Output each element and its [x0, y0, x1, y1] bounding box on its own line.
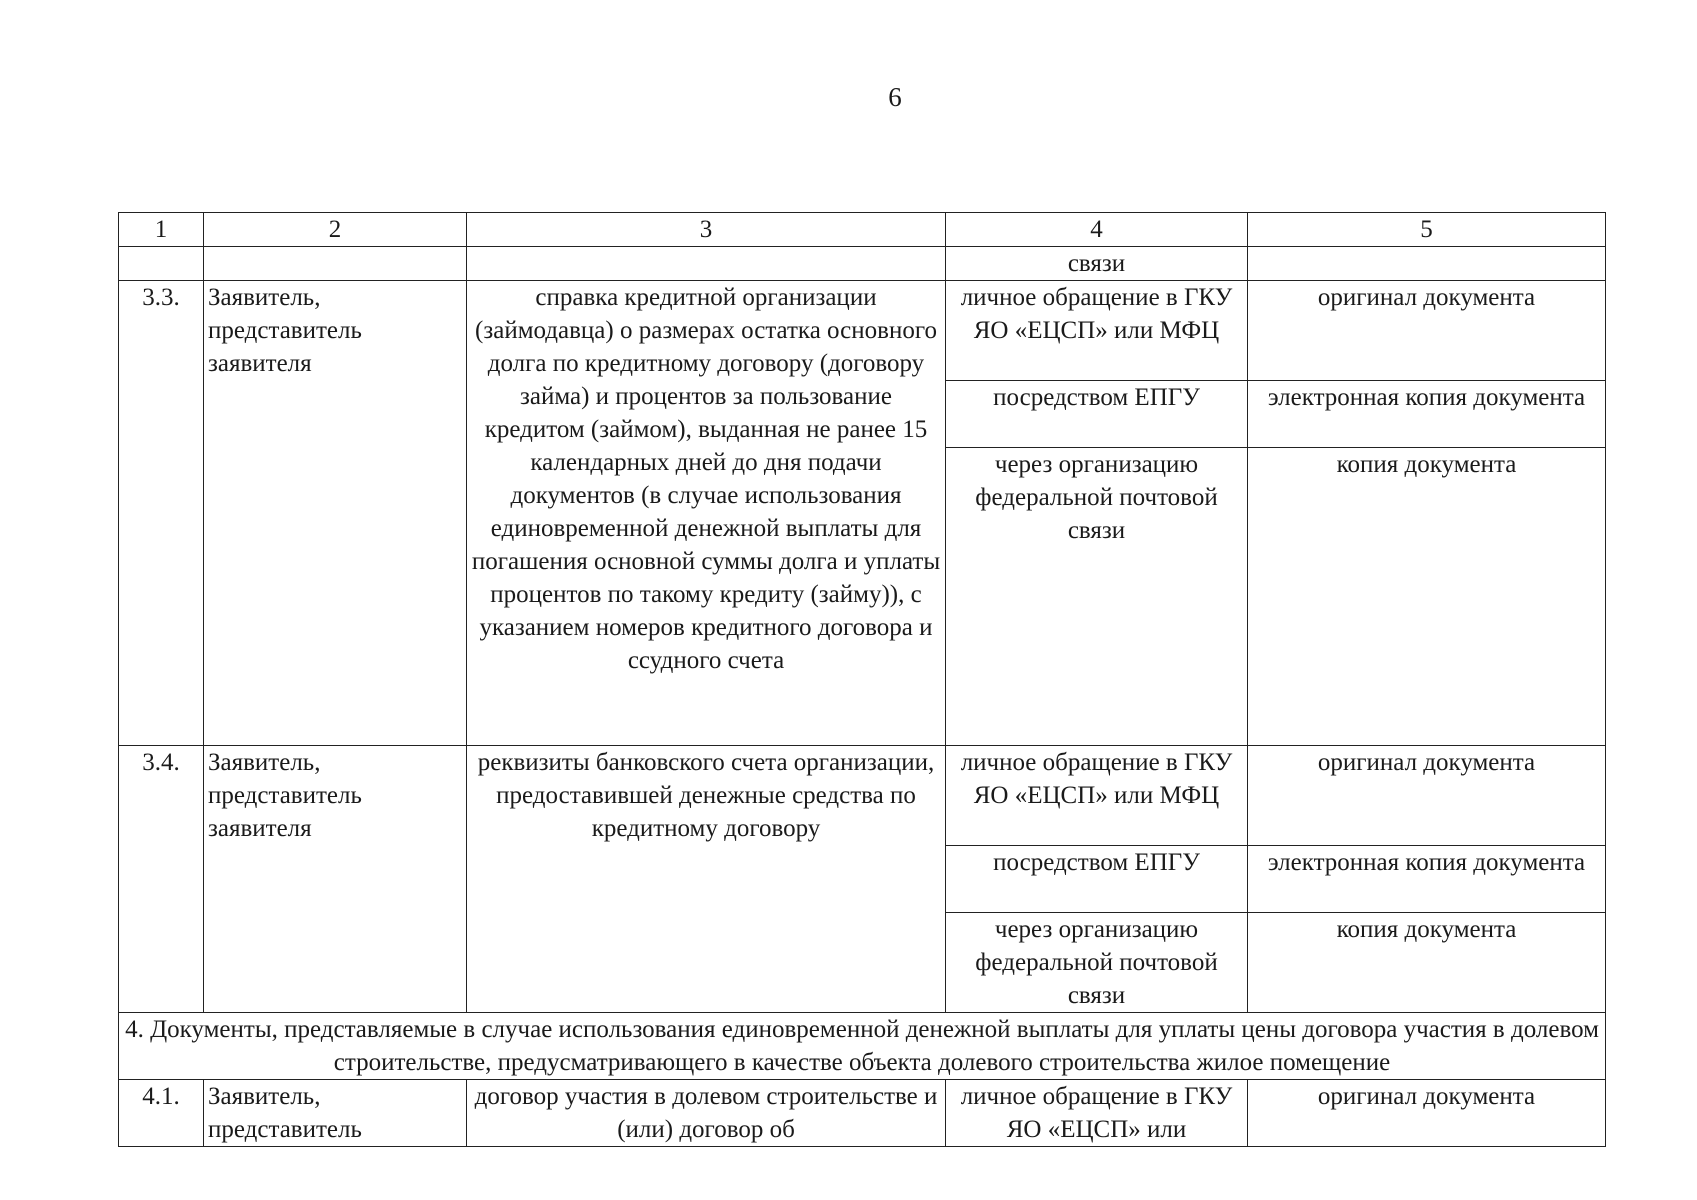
row-number: 3.4. — [119, 746, 204, 1013]
header-col-2: 2 — [204, 213, 467, 247]
header-col-3: 3 — [467, 213, 946, 247]
document-cell: договор участия в долевом строительстве и (или) договор об — [467, 1080, 946, 1147]
form-cell: копия документа — [1248, 913, 1606, 1013]
table-row — [119, 1080, 1606, 1147]
form-cell: оригинал документа — [1248, 281, 1606, 381]
header-col-4: 4 — [946, 213, 1248, 247]
form-cell: электронная копия документа — [1248, 846, 1606, 913]
table-row — [119, 281, 1606, 381]
applicant-cell: Заявитель, представитель заявителя — [204, 281, 467, 746]
method-cell: через организацию федеральной почтовой связи — [946, 913, 1248, 1013]
table-header-row — [119, 213, 1606, 247]
page-number: 6 — [888, 82, 902, 112]
form-cell: оригинал документа — [1248, 1080, 1606, 1147]
method-cell: личное обращение в ГКУ ЯО «ЕЦСП» или — [946, 1080, 1248, 1147]
section-heading: 4. Документы, представляемые в случае использования единовременной денежной выплаты для уплаты цены договора участия в долевом строительстве, предусматривающего в качестве объекта долевого строительства жилое помещение — [119, 1013, 1606, 1080]
header-col-1: 1 — [119, 213, 204, 247]
method-cell: посредством ЕПГУ — [946, 381, 1248, 448]
document-cell: реквизиты банковского счета организации, предоставившей денежные средства по кредитному договору — [467, 746, 946, 1013]
documents-table — [118, 212, 1606, 1147]
row-number: 4.1. — [119, 1080, 204, 1147]
header-col-5: 5 — [1248, 213, 1606, 247]
continuation-row — [119, 247, 1606, 281]
method-cell: личное обращение в ГКУ ЯО «ЕЦСП» или МФЦ — [946, 746, 1248, 846]
form-cell: оригинал документа — [1248, 746, 1606, 846]
document-cell: справка кредитной организации (займодавца) о размерах остатка основного долга по кредитному договору (договору займа) и процентов за пользование кредитом (займом), выданная не ранее 15 календарных дней до дня подачи документов (в случае использования единовременной денежной выплаты для погашения основной суммы долга и уплаты процентов по такому кредиту (займу)), с указанием номеров кредитного договора и ссудного счета — [467, 281, 946, 746]
method-cell: личное обращение в ГКУ ЯО «ЕЦСП» или МФЦ — [946, 281, 1248, 381]
row-number: 3.3. — [119, 281, 204, 746]
table-row — [119, 746, 1606, 846]
section-heading-row — [119, 1013, 1606, 1080]
applicant-cell: Заявитель, представитель — [204, 1080, 467, 1147]
method-cell: через организацию федеральной почтовой связи — [946, 448, 1248, 746]
method-cell: посредством ЕПГУ — [946, 846, 1248, 913]
form-cell: электронная копия документа — [1248, 381, 1606, 448]
form-cell: копия документа — [1248, 448, 1606, 746]
applicant-cell: Заявитель, представитель заявителя — [204, 746, 467, 1013]
continuation-text: связи — [946, 247, 1248, 281]
